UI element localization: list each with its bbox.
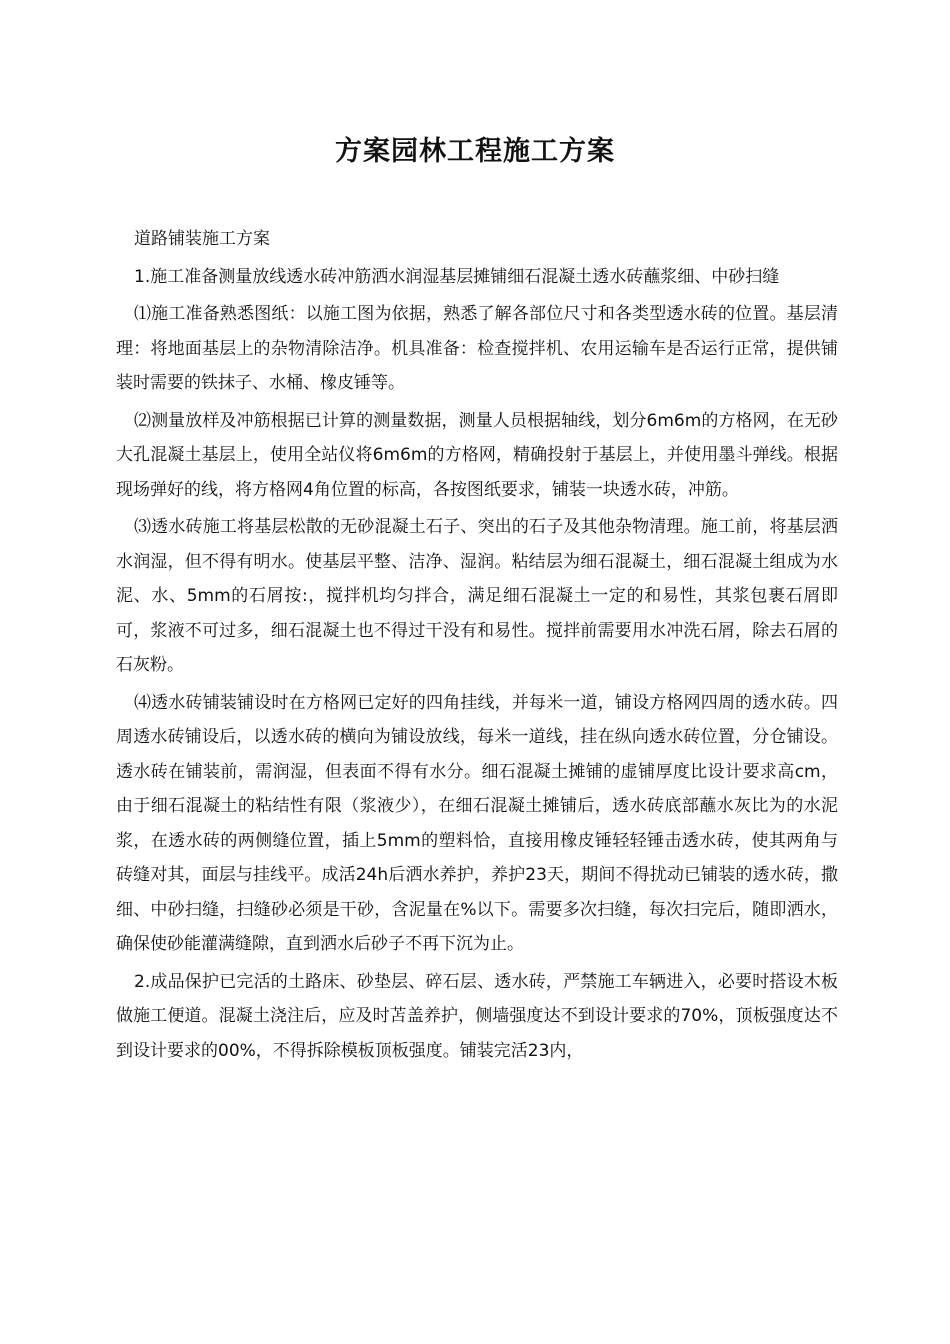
paragraph-step-1: 1.施工准备测量放线透水砖冲筋洒水润湿基层摊铺细石混凝土透水砖蘸浆细、中砂扫缝: [134, 266, 780, 287]
paragraph-product-protection: 2.成品保护已完活的土路床、砂垫层、碎石层、透水砖，严禁施工车辆进入，必要时搭设木板做施工便道。混凝土浇注后，应及时苫盖养护，侧墙强度达不到设计要求的70%，顶板强度达不到设计要求的00%，不得拆除模板顶板强度。铺装完活23内，: [116, 971, 838, 1061]
paragraph-surveying: ⑵测量放样及冲筋根据已计算的测量数据，测量人员根据轴线，划分6m6m的方格网，在无砂大孔混凝土基层上，使用全站仪将6m6m的方格网，精确投射于基层上，并使用墨斗弹线。根据现场弹好的线，将方格网4角位置的标高，各按图纸要求，铺装一块透水砖，冲筋。: [116, 410, 838, 500]
section-heading: 道路铺装施工方案: [134, 229, 270, 249]
paragraph-brick-paving: ⑷透水砖铺装铺设时在方格网已定好的四角挂线，并每米一道，铺设方格网四周的透水砖。四周透水砖铺设后，以透水砖的横向为铺设放线，每米一道线，挂在纵向透水砖位置，分仓铺设。透水砖在铺装前，需润湿，但表面不得有水分。细石混凝土摊铺的虚铺厚度比设计要求高cm，由于细石混凝土的粘结性有限（浆液少），在细石混凝土摊铺后，透水砖底部蘸水灰比为的水泥浆，在透水砖的两侧缝位置，插上5mm的塑料恰，直接用橡皮锤轻轻锤击透水砖，使其两角与砖缝对其，面层与挂线平。成活24h后洒水养护，养护23天，期间不得扰动已铺装的透水砖，撒细、中砂扫缝，扫缝砂必须是干砂，含泥量在%以下。需要多次扫缝，每次扫完后，随即洒水，确保使砂能灌满缝隙，直到洒水后砂子不再下沉为止。: [116, 692, 838, 954]
document-title: 方案园林工程施工方案: [335, 136, 615, 167]
paragraph-preparation: ⑴施工准备熟悉图纸：以施工图为依据，熟悉了解各部位尺寸和各类型透水砖的位置。基层清理：将地面基层上的杂物清除洁净。机具准备：检查搅拌机、农用运输车是否运行正常，提供铺装时需要的铁抹子、水桶、橡皮锤等。: [116, 304, 838, 393]
document-body: [116, 222, 838, 1071]
paragraph-brick-construction: ⑶透水砖施工将基层松散的无砂混凝土石子、突出的石子及其他杂物清理。施工前，将基层洒水润湿，但不得有明水。使基层平整、洁净、湿润。粘结层为细石混凝土，细石混凝土组成为水泥、水、5mm的石屑按:，搅拌机均匀拌合，满足细石混凝土一定的和易性，其浆包裹石屑即可，浆液不可过多，细石混凝土也不得过干没有和易性。搅拌前需要用水冲洗石屑，除去石屑的石灰粉。: [116, 517, 838, 675]
